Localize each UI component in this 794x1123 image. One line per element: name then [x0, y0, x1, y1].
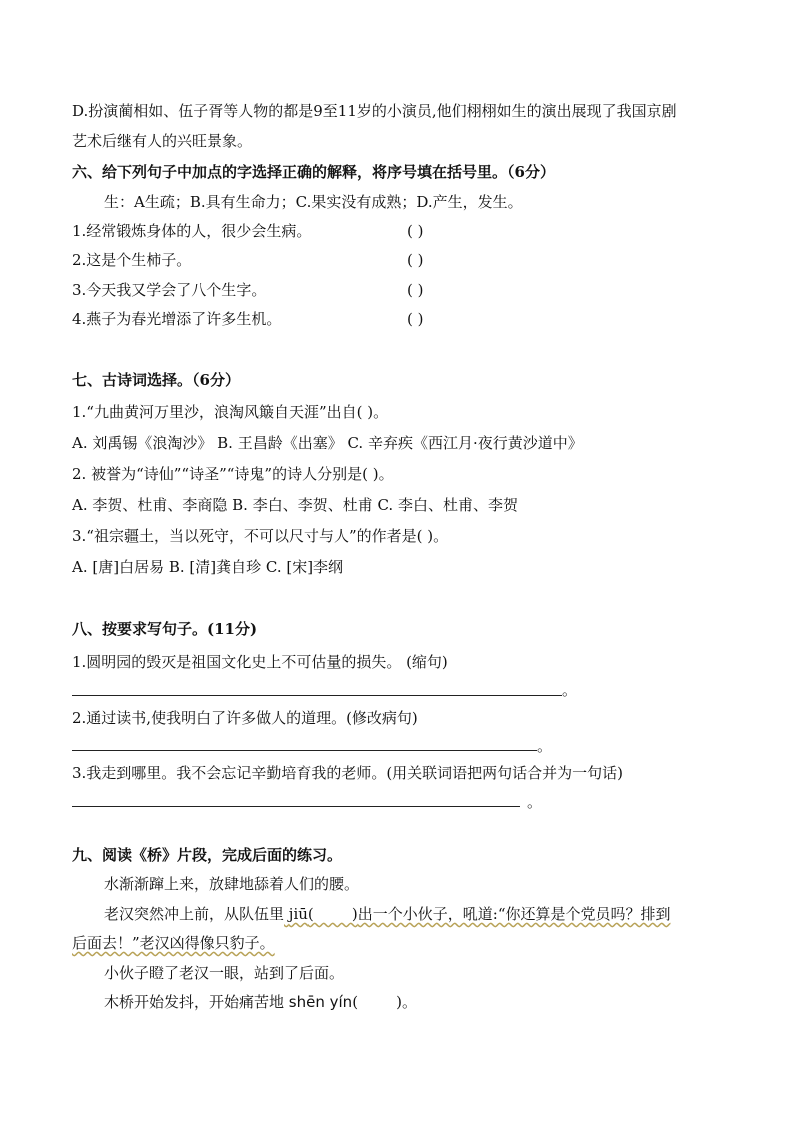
answer-paren-shenyin[interactable]: ( ) — [352, 993, 403, 1011]
section-6-item-3: 3.今天我又学会了八个生字。 — [72, 281, 267, 299]
option-d-line-2: 艺术后继有人的兴旺景象。 — [72, 132, 253, 150]
answer-paren-4[interactable]: ( ) — [407, 310, 424, 328]
passage-paragraph-4-end: 。 — [402, 993, 418, 1011]
answer-paren-2[interactable]: ( ) — [407, 251, 424, 269]
passage-paragraph-2-line-2-text: 后面去！”老汉凶得像只豹子。 — [72, 934, 275, 952]
answer-paren-1[interactable]: ( ) — [407, 222, 424, 240]
section-7-question-1-options: A. 刘禹锡《浪淘沙》 B. 王昌龄《出塞》 C. 辛弃疾《西江月·夜行黄沙道中》 — [72, 434, 583, 452]
passage-paragraph-4 — [104, 992, 417, 1012]
section-6-item-2: 2.这是个生柿子。 — [72, 251, 192, 269]
passage-paragraph-2-line-2 — [72, 933, 275, 953]
section-7-question-2: 2. 被誉为“诗仙”“诗圣”“诗鬼”的诗人分别是( )。 — [72, 465, 394, 483]
passage-paragraph-4-start: 木桥开始发抖，开始痛苦地 — [104, 993, 285, 1011]
section-7-question-2-options: A. 李贺、杜甫、李商隐 B. 李白、李贺、杜甫 C. 李白、杜甫、李贺 — [72, 496, 518, 514]
section-6-title: 六、给下列句子中加点的字选择正确的解释，将序号填在括号里。（6分） — [72, 163, 555, 181]
passage-paragraph-2-start: 老汉突然冲上前，从队伍里 — [104, 905, 285, 923]
answer-line-2[interactable] — [72, 750, 537, 751]
section-8-question-3: 3.我走到哪里。我不会忘记辛勤培育我的老师。(用关联词语把两句话合并为一句话) — [72, 764, 624, 782]
section-8-title: 八、按要求写句子。(11分) — [72, 620, 258, 638]
section-9-title: 九、阅读《桥》片段，完成后面的练习。 — [72, 846, 343, 864]
passage-paragraph-3: 小伙子瞪了老汉一眼，站到了后面。 — [104, 964, 345, 982]
answer-line-1-period: 。 — [562, 681, 578, 699]
section-7-question-1: 1.“九曲黄河万里沙，浪淘风簸自天涯”出自( )。 — [72, 403, 389, 421]
answer-line-2-period: 。 — [537, 737, 553, 755]
passage-paragraph-1: 水渐渐蹿上来，放肆地舔着人们的腰。 — [104, 875, 360, 893]
pinyin-jiu: jiū — [288, 905, 308, 923]
section-6-options: 生：A生疏；B.具有生命力；C.果实没有成熟；D.产生，发生。 — [104, 193, 523, 211]
section-7-question-3: 3.“祖宗疆土，当以死守，不可以尺寸与人”的作者是( )。 — [72, 527, 449, 545]
answer-line-3-period: 。 — [527, 793, 543, 811]
pinyin-shenyin: shēn yín — [288, 993, 353, 1011]
section-6-item-1: 1.经常锻炼身体的人，很少会生病。 — [72, 222, 312, 240]
answer-paren-3[interactable]: ( ) — [407, 281, 424, 299]
section-8-question-2: 2.通过读书,使我明白了许多做人的道理。(修改病句) — [72, 709, 418, 727]
passage-paragraph-2-wavy-part — [284, 905, 670, 923]
answer-paren-jiu[interactable]: ( ) — [307, 905, 358, 923]
passage-paragraph-2 — [104, 904, 671, 924]
section-7-title: 七、古诗词选择。（6分） — [72, 371, 240, 389]
passage-paragraph-2-rest: 出一个小伙子，吼道:“你还算是个党员吗？排到 — [357, 905, 671, 923]
section-8-question-1: 1.圆明园的毁灭是祖国文化史上不可估量的损失。 (缩句) — [72, 653, 448, 671]
answer-line-1[interactable] — [72, 695, 562, 696]
answer-line-3[interactable] — [72, 806, 520, 807]
section-7-question-3-options: A. [唐]白居易 B. [清]龚自珍 C. [宋]李纲 — [72, 558, 344, 576]
section-6-item-4: 4.燕子为春光增添了许多生机。 — [72, 310, 282, 328]
option-d-line-1: D.扮演蔺相如、伍子胥等人物的都是9至11岁的小演员,他们栩栩如生的演出展现了我国京剧 — [72, 102, 677, 120]
